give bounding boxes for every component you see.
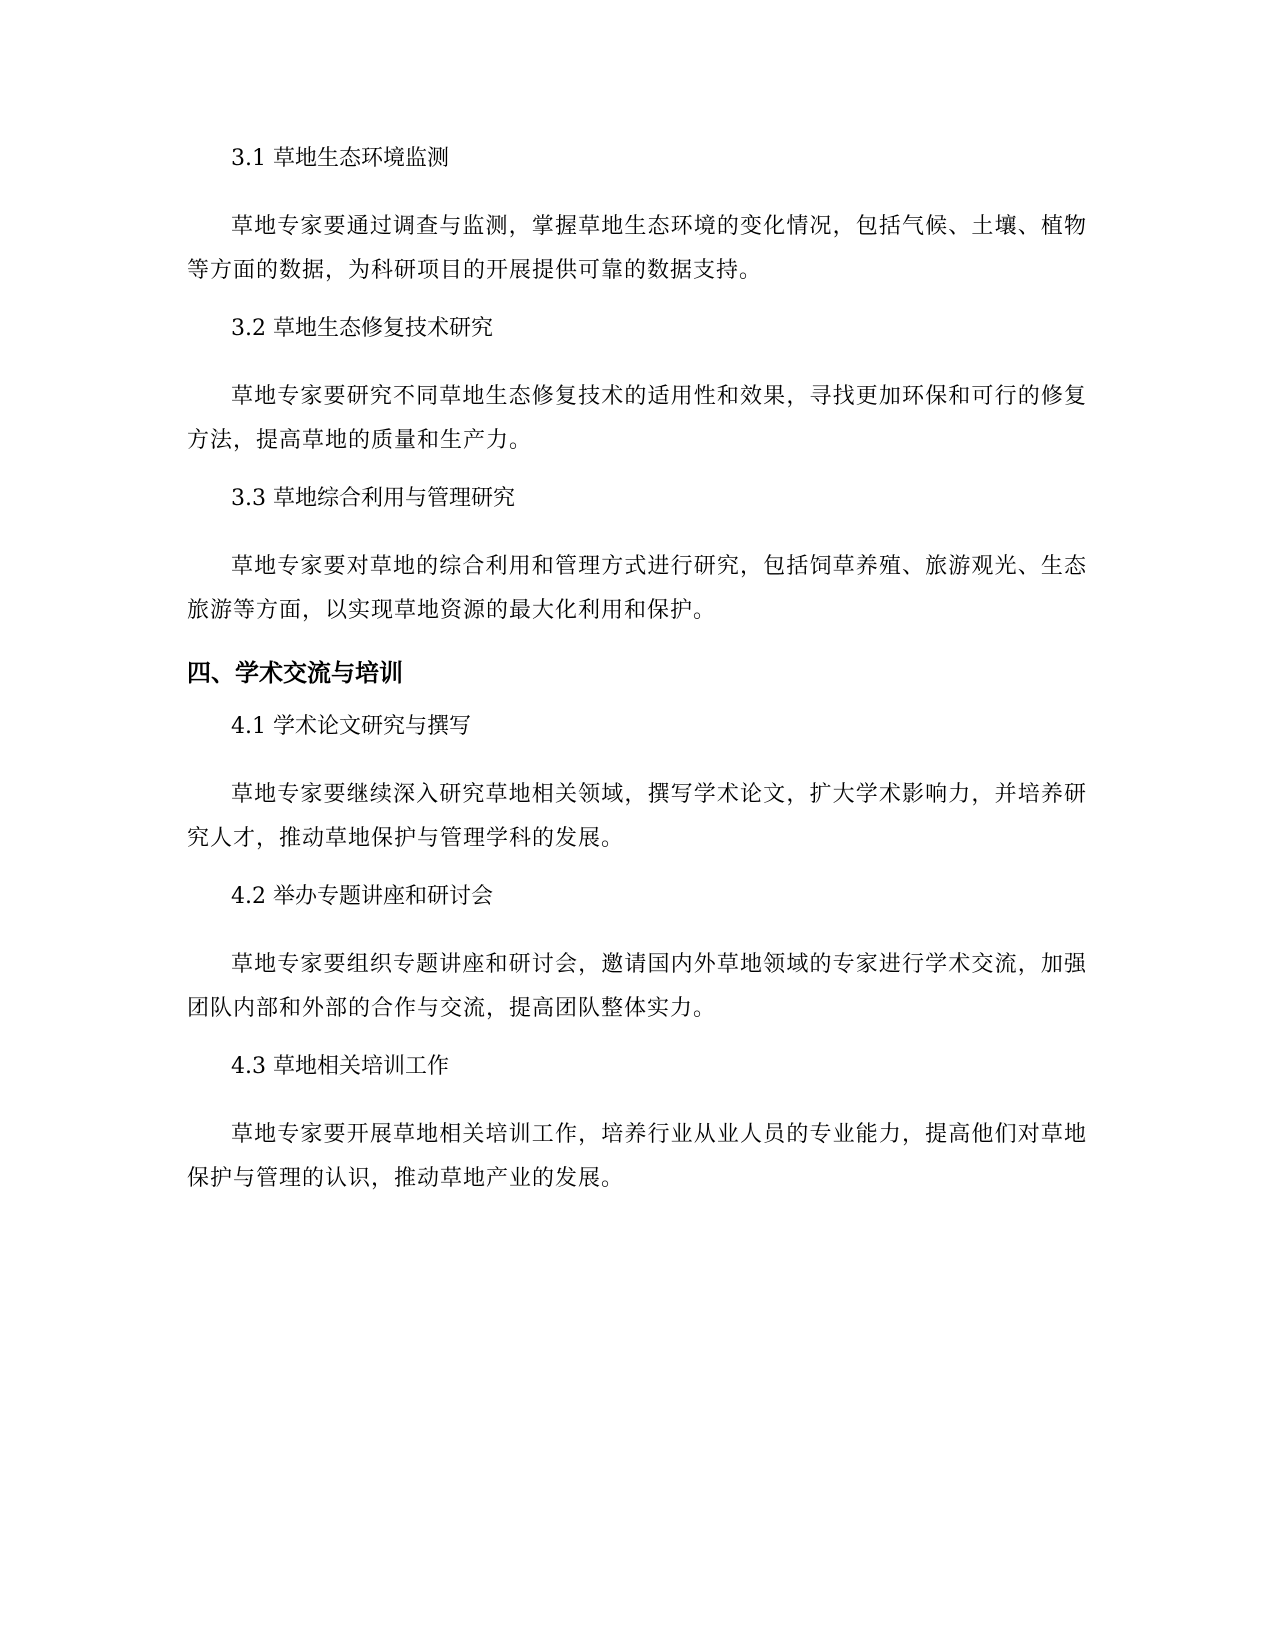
subheading-4-2: 4.2 举办专题讲座和研讨会 [231,884,493,909]
subheading-4-3: 4.3 草地相关培训工作 [231,1054,449,1079]
subheading-3-2: 3.2 草地生态修复技术研究 [231,316,493,341]
subheading-3-1: 3.1 草地生态环境监测 [231,146,449,171]
paragraph-4-1: 草地专家要继续深入研究草地相关领域，撰写学术论文，扩大学术影响力，并培养研究人才，推动草地保护与管理学科的发展。 [187,782,1087,851]
paragraph-3-1: 草地专家要通过调查与监测，掌握草地生态环境的变化情况，包括气候、土壤、植物等方面的数据，为科研项目的开展提供可靠的数据支持。 [187,214,1087,283]
section-heading-4: 四、学术交流与培训 [187,659,403,687]
subheading-4-1: 4.1 学术论文研究与撰写 [231,714,471,739]
document-body [187,143,1087,1221]
paragraph-4-2: 草地专家要组织专题讲座和研讨会，邀请国内外草地领域的专家进行学术交流，加强团队内部和外部的合作与交流，提高团队整体实力。 [187,952,1087,1021]
paragraph-4-3: 草地专家要开展草地相关培训工作，培养行业从业人员的专业能力，提高他们对草地保护与管理的认识，推动草地产业的发展。 [187,1122,1087,1191]
paragraph-3-2: 草地专家要研究不同草地生态修复技术的适用性和效果，寻找更加环保和可行的修复方法，提高草地的质量和生产力。 [187,384,1087,453]
subheading-3-3: 3.3 草地综合利用与管理研究 [231,486,515,511]
paragraph-3-3: 草地专家要对草地的综合利用和管理方式进行研究，包括饲草养殖、旅游观光、生态旅游等方面，以实现草地资源的最大化利用和保护。 [187,554,1087,623]
